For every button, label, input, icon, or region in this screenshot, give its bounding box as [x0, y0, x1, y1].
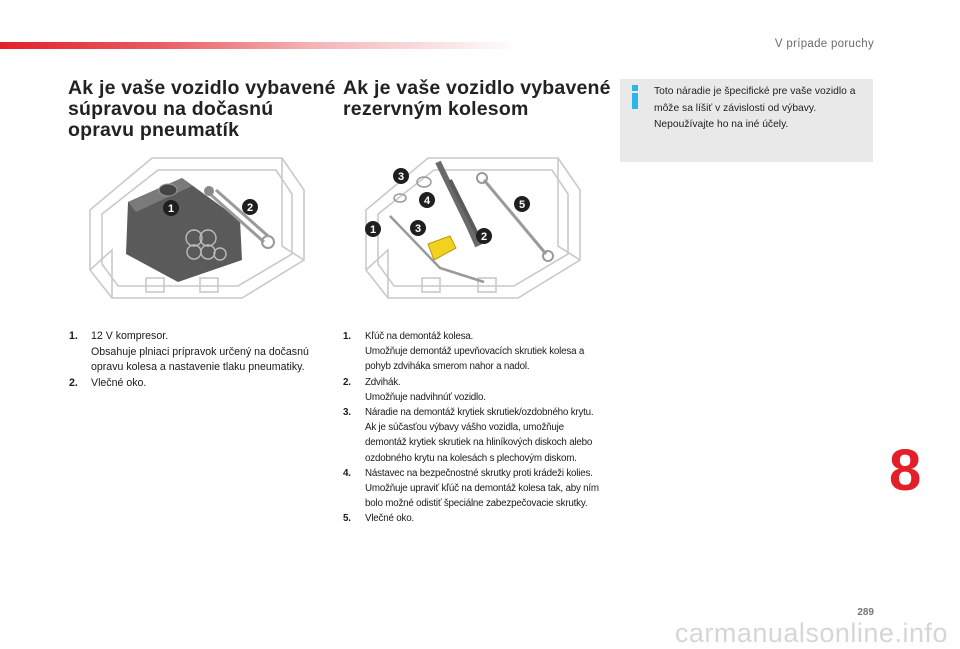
svg-text:1: 1: [369, 224, 377, 236]
watermark: carmanualsonline.info: [674, 618, 948, 648]
repair-kit-illustration: [82, 150, 312, 300]
spare-wheel-tools-illustration: [358, 150, 588, 300]
svg-text:5: 5: [518, 199, 526, 211]
svg-text:2: 2: [480, 231, 488, 243]
item-description: Ak je súčasťou výbavy vášho vozidla, umožňuje demontáž krytiek skrutiek na hliníkových diskoch alebo ozdobného krytu na kolesách s plechovým diskom.: [365, 422, 593, 464]
info-text: Toto náradie je špecifické pre vaše vozidlo a môže sa líšiť v závislosti od výbavy. Nepoužívajte ho na iné účely.: [654, 86, 856, 130]
item-number: 4.: [343, 467, 351, 479]
section-title: V prípade poruchy: [774, 38, 874, 50]
callout-5: [514, 196, 530, 212]
info-icon: [629, 85, 641, 109]
svg-text:3: 3: [397, 171, 405, 183]
item-description: Umožňuje nadvihnúť vozidlo.: [365, 391, 486, 403]
item-title: Zdvihák.: [365, 376, 401, 388]
item-title: Kľúč na demontáž kolesa.: [365, 331, 474, 342]
item-title: Nástavec na bezpečnostné skrutky proti krádeži kolies.: [365, 467, 593, 479]
item-number: 2.: [343, 376, 351, 388]
callout-3: [410, 220, 426, 236]
item-title: Vlečné oko.: [365, 513, 414, 525]
info-box: [620, 79, 873, 162]
list-item: [343, 375, 603, 405]
item-number: 3.: [343, 407, 351, 419]
list-item: [343, 405, 603, 466]
callout-1: [163, 200, 179, 216]
item-title: Vlečné oko.: [91, 376, 147, 389]
heading-repair-kit: Ak je vaše vozidlo vybavené súpravou na dočasnú opravu pneumatík: [68, 77, 336, 141]
chapter-number: 8: [889, 438, 922, 503]
item-number: 2.: [69, 376, 78, 389]
svg-text:4: 4: [423, 195, 431, 207]
item-title: 12 V kompresor.: [91, 330, 169, 342]
header-accent-bar: [0, 42, 520, 49]
item-description: Umožňuje demontáž upevňovacích skrutiek kolesa a pohyb zdviháka smerom nahor a nadol.: [365, 346, 585, 373]
item-title: Náradie na demontáž krytiek skrutiek/ozdobného krytu.: [365, 407, 594, 419]
callout-3-top: [393, 168, 409, 184]
svg-text:1: 1: [167, 203, 175, 215]
repair-kit-list: [69, 329, 319, 391]
list-item: [343, 511, 603, 526]
item-number: 1.: [69, 330, 78, 342]
list-item: [69, 376, 319, 392]
callout-1: [365, 221, 381, 237]
item-number: 5.: [343, 513, 351, 525]
svg-text:3: 3: [414, 223, 422, 235]
callout-2: [476, 228, 492, 244]
heading-spare-wheel: Ak je vaše vozidlo vybavené rezervným kolesom: [343, 77, 611, 120]
item-description: Umožňuje upraviť kľúč na demontáž kolesa tak, aby ním bolo možné odistiť špeciálne zabezpečovacie skrutky.: [365, 483, 599, 510]
svg-text:2: 2: [246, 202, 254, 214]
item-description: Obsahuje plniaci prípravok určený na dočasnú opravu kolesa a nastavenie tlaku pneumatiky.: [91, 345, 309, 374]
page-number: 289: [857, 607, 874, 618]
item-number: 1.: [343, 331, 351, 342]
spare-wheel-tools-list: [343, 329, 603, 527]
list-item: [343, 466, 603, 512]
callout-2: [242, 199, 258, 215]
list-item: [343, 329, 603, 375]
list-item: [69, 329, 319, 376]
callout-4: [419, 192, 435, 208]
